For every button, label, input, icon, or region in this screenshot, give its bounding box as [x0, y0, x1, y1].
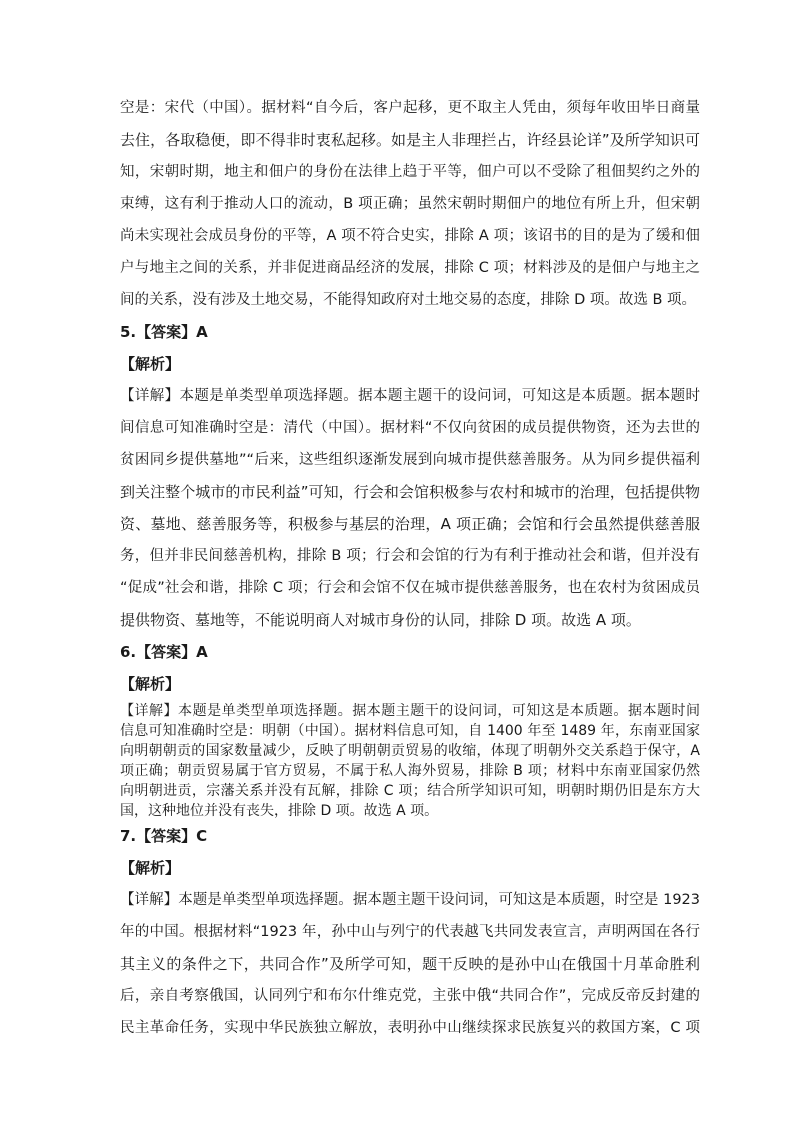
paragraph-line: 资、墓地、慈善服务等，积极参与基层的治理，A 项正确；会馆和行会虽然提供慈善服: [120, 515, 700, 533]
paragraph-line: 户与地主之间的关系，并非促进商品经济的发展，排除 C 项；材料涉及的是佃户与地主之: [120, 260, 700, 276]
paragraph-line: 间的关系，没有涉及土地交易，不能得知政府对土地交易的态度，排除 D 项。故选 B 项。: [120, 292, 697, 308]
paragraph-line: 国，这种地位并没有丧失，排除 D 项。故选 A 项。: [120, 803, 439, 819]
paragraph-line: 信息可知准确时空是：明朝（中国）。据材料信息可知，自 1400 年至 1489 年，东南亚国家: [120, 723, 700, 739]
paragraph-line: 知，宋朝时期，地主和佃户的身份在法律上趋于平等，佃户可以不受除了租佃契约之外的: [120, 164, 700, 180]
paragraph-line: 【详解】本题是单类型单项选择题。据本题主题干的设问词，可知这是本质题。据本题时: [120, 388, 700, 404]
paragraph-line: 空是：宋代（中国）。据材料“自今后，客户起移，更不取主人凭由，须每年收田毕日商量: [120, 100, 700, 116]
analysis-heading-q7: 【解析】: [120, 859, 181, 877]
analysis-heading-q5: 【解析】: [120, 355, 181, 373]
paragraph-line: 项正确；朝贡贸易属于官方贸易，不属于私人海外贸易，排除 B 项；材料中东南亚国家仍然: [120, 763, 700, 779]
paragraph-line: 去住，各取稳便，即不得非时衷私起移。如是主人非理拦占，许经县论详”及所学知识可: [120, 131, 700, 149]
paragraph-line: 束缚，这有利于推动人口的流动，B 项正确；虽然宋朝时期佃户的地位有所上升，但宋朝: [120, 196, 700, 212]
paragraph-line: 【详解】本题是单类型单项选择题。据本题主题干设问词，可知这是本质题，时空是 1923: [120, 892, 700, 908]
paragraph-line: 间信息可知准确时空是：清代（中国）。据材料“不仅向贫困的成员提供物资，还为去世的: [120, 420, 700, 436]
paragraph-line: 贫困同乡提供墓地”“后来，这些组织逐渐发展到向城市提供慈善服务。从为同乡提供福利: [120, 452, 700, 468]
paragraph-line: 年的中国。根据材料“1923 年，孙中山与列宁的代表越飞共同发表宣言，声明两国在各行: [120, 924, 700, 940]
paragraph-line: 其主义的条件之下，共同合作”及所学可知，题干反映的是孙中山在俄国十月革命胜利: [120, 955, 700, 973]
paragraph-line: 务，但并非民间慈善机构，排除 B 项；行会和会馆的行为有利于推动社会和谐，但并没有: [120, 548, 700, 564]
paragraph-line: 【详解】本题是单类型单项选择题。据本题主题干的设问词，可知这是本质题。据本题时间: [120, 703, 700, 719]
paragraph-line: “促成”社会和谐，排除 C 项；行会和会馆不仅在城市提供慈善服务，也在农村为贫困成员: [120, 580, 700, 596]
analysis-heading-q6: 【解析】: [120, 675, 181, 693]
paragraph-line: 民主革命任务，实现中华民族独立解放，表明孙中山继续探求民族复兴的救国方案，C 项: [120, 1020, 700, 1036]
paragraph-line: 向明朝进贡，宗藩关系并没有瓦解，排除 C 项；结合所学知识可知，明朝时期仍旧是东方大: [120, 783, 700, 799]
paragraph-line: 后，亲自考察俄国，认同列宁和布尔什维克党，主张中俄“共同合作”，完成反帝反封建的: [120, 988, 700, 1004]
answer-heading-q6: 6.【答案】A: [120, 643, 208, 661]
paragraph-line: 向明朝朝贡的国家数量减少，反映了明朝朝贡贸易的收缩，体现了明朝外交关系趋于保守，A: [120, 743, 700, 759]
paragraph-line: 提供物资、墓地等，不能说明商人对城市身份的认同，排除 D 项。故选 A 项。: [120, 611, 641, 629]
answer-heading-q5: 5.【答案】A: [120, 323, 208, 341]
answer-heading-q7: 7.【答案】C: [120, 827, 208, 845]
paragraph-line: 尚未实现社会成员身份的平等，A 项不符合史实，排除 A 项；该诏书的目的是为了缓和佃: [120, 228, 700, 244]
paragraph-line: 到关注整个城市的市民利益”可知，行会和会馆积极参与农村和城市的治理，包括提供物: [120, 483, 700, 501]
